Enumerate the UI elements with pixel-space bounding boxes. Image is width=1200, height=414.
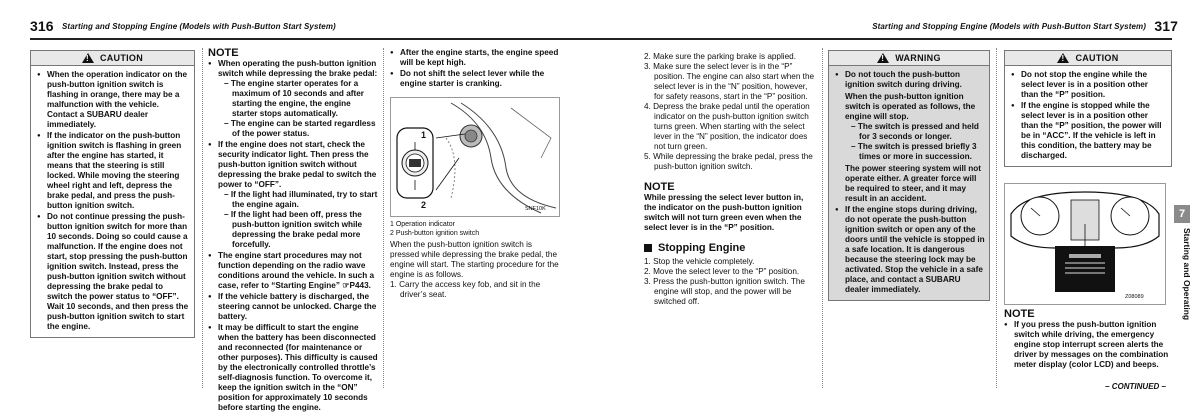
caution-item: ● Do not stop the engine while the select lever is in a position other than the “P” position.: [1011, 70, 1167, 100]
stopping-engine-title: Stopping Engine: [658, 242, 746, 254]
body-paragraph: When the push-button ignition switch is pressed while depressing the brake pedal, the engine will start. The starting procedure for the engine is as follows.: [390, 240, 559, 279]
chapter-tab[interactable]: 7: [1174, 205, 1190, 223]
warning-triangle-icon: !: [82, 53, 94, 63]
left-page: [0, 0, 600, 412]
combination-meter-illustration: [1005, 184, 1165, 304]
warning-triangle-icon: !: [1057, 53, 1069, 63]
column-divider: [202, 48, 203, 388]
right-page: [600, 0, 1200, 402]
note-heading: NOTE: [1004, 308, 1035, 320]
right-page-number: 317: [1154, 18, 1178, 34]
right-header-title: Starting and Stopping Engine (Models with Push-Button Start System): [872, 22, 1146, 31]
caution-item: ● If the indicator on the push-button ignition switch is flashing in green after the engine has started, it means that the steering is still locked. While moving the steering wheel right and left, depress the brake pedal, and press the push-button ignition switch.: [37, 131, 190, 211]
note-item-text: When operating the push-button ignition switch while depressing the brake pedal:: [218, 59, 378, 78]
caution-item: ● Do not continue pressing the push-button ignition switch for more than 10 seconds. Doing so could cause a malfunction. If the engine does not start, stop pressing the push-button ignition switch. Instead, press the push-button ignition switch without depressing the brake pedal to switch the power status to “OFF”. Wait 10 seconds, and then press the push-button ignition switch to start the engine.: [37, 212, 190, 332]
left-column-note: [208, 48, 378, 414]
warning-subitem: – The switch is pressed and held for 3 seconds or longer.: [851, 122, 979, 141]
caution-header: [1005, 51, 1171, 66]
note-heading: NOTE: [644, 181, 675, 193]
warning-box: [828, 50, 990, 301]
figure-caption: [390, 220, 560, 238]
figure-callout-2: 2: [421, 200, 427, 210]
ignition-switch-illustration: [391, 98, 559, 216]
chapter-label: Starting and Operating: [1182, 228, 1192, 321]
continued-label: – CONTINUED –: [1105, 382, 1166, 391]
note-item: ● If the vehicle battery is discharged, the steering cannot be unlocked. Charge the battery.: [208, 292, 378, 322]
right-column-warning: [828, 50, 990, 301]
right-page-header: [872, 18, 1178, 34]
figure-caption-1: 1 Operation indicator: [390, 221, 455, 228]
left-page-header: [30, 18, 336, 34]
note-subitem: – The engine starter operates for a maximum of 10 seconds and after starting the engine, the engine starter stops automatically.: [224, 79, 364, 118]
header-rule: [30, 38, 600, 40]
caution-label: CAUTION: [99, 53, 144, 63]
note-item: ● After the engine starts, the engine speed will be kept high.: [390, 48, 560, 68]
right-column-caution: [1004, 50, 1172, 371]
note-item-text: If the engine does not start, check the security indicator light. Then press the push-button ignition switch without depressing the brake pedal to switch the power to “OFF”.: [218, 140, 377, 189]
note-subitem: – The engine can be started regardless of the power status.: [224, 119, 376, 138]
left-page-number: 316: [30, 18, 54, 34]
note-subitem: – If the light had illuminated, try to start the engine again.: [224, 190, 378, 209]
square-bullet-icon: [644, 244, 652, 252]
section-heading: [644, 243, 816, 253]
procedure-step: 5. While depressing the brake pedal, press the push-button ignition switch.: [644, 152, 813, 171]
note-item: ● It may be difficult to start the engine when the battery has been disconnected and reconnected (for maintenance or other purposes). This difficulty is caused by the electronically controlled throttle’s self-diagnosis function. To overcome it, keep the ignition switch in the “ON” position for approximately 10 seconds before starting the engine.: [208, 323, 378, 413]
procedure-step: 3. Press the push-button ignition switch. The engine will stop, and the power will be switched off.: [644, 277, 805, 306]
note-item: [208, 59, 378, 139]
caution-label: CAUTION: [1075, 53, 1119, 63]
warning-detail: The power steering system will not operate either. A greater force will be required to steer, and it may result in an accident.: [845, 164, 982, 203]
procedure-step: 2. Move the select lever to the “P” position.: [644, 267, 800, 276]
warning-triangle-icon: !: [877, 53, 889, 63]
ignition-figure: [390, 97, 560, 217]
warning-item-text: Do not touch the push-button ignition switch during driving.: [845, 70, 962, 89]
column-divider: [996, 48, 997, 388]
procedure-step: 1. Stop the vehicle completely.: [644, 257, 755, 266]
right-column-steps: [644, 52, 816, 307]
figure-callout-1: 1: [421, 130, 427, 140]
caution-box: [1004, 50, 1172, 167]
column-divider: [383, 48, 384, 388]
procedure-step: 1. Carry the access key fob, and sit in the driver’s seat.: [390, 280, 541, 299]
procedure-step: 3. Make sure the select lever is in the “P” position. The engine can also start when the select lever is in the “N” position, however, for safety reasons, start in the “P” position.: [644, 62, 815, 101]
cluster-figure-id: Z08089: [1125, 294, 1144, 300]
warning-label: WARNING: [895, 53, 941, 63]
column-divider: [822, 48, 823, 388]
note-heading: NOTE: [208, 47, 239, 59]
note-item: ● The engine start procedures may not function depending on the radio wave conditions around the vehicle. In such a case, refer to “Starting Engine” ☞P443.: [208, 251, 378, 291]
left-header-title: Starting and Stopping Engine (Models with Push-Button Start System): [62, 22, 336, 31]
note-text: While pressing the select lever button in, the indicator on the push-button ignition switch will not turn green even when the select lever is in the “P” position.: [644, 193, 804, 232]
note-item: ● If you press the push-button ignition switch while driving, the emergency engine stop interrupt screen alerts the driver by messages on the combination meter display (color LCD) and beeps.: [1004, 320, 1172, 370]
warning-header: [829, 51, 989, 66]
warning-subitem: – The switch is pressed briefly 3 times or more in succession.: [851, 142, 977, 161]
note-subitem: – If the light had been off, press the push-button ignition switch while depressing the brake pedal more forcefully.: [224, 210, 363, 249]
note-item: [208, 140, 378, 250]
left-column-caution: [30, 50, 195, 338]
figure-id: SNF10K: [525, 206, 546, 212]
procedure-step: 4. Depress the brake pedal until the operation indicator on the push-button ignition switch turns green. When starting with the select lever in the “N” position, the indicator does not turn green.: [644, 102, 810, 151]
caution-box: [30, 50, 195, 338]
caution-item: ● If the engine is stopped while the select lever is in a position other than the “P” position, the power will be in “ACC”. If the vehicle is left in this condition, the battery may be discharged.: [1011, 101, 1167, 161]
warning-item: ● If the engine stops during driving, do not operate the push-button ignition switch or open any of the doors until the vehicle is stopped in a safe location. It is dangerous because the steering lock may be activated. Stop the vehicle in a safe place, and contact a SUBARU dealer immediately.: [835, 205, 985, 295]
warning-item: [835, 70, 985, 204]
combination-meter-figure: [1004, 183, 1166, 305]
figure-caption-2: 2 Push-button ignition switch: [390, 230, 480, 237]
note-item: ● Do not shift the select lever while the engine starter is cranking.: [390, 69, 560, 89]
header-rule: [600, 38, 1172, 40]
left-column-three: [390, 48, 560, 300]
procedure-step: 2. Make sure the parking brake is applied.: [644, 52, 797, 61]
warning-detail: When the push-button ignition switch is operated as follows, the engine will stop.: [845, 92, 976, 121]
caution-item: ● When the operation indicator on the push-button ignition switch is flashing in orange, there may be a malfunction with the vehicle. Contact a SUBARU dealer immediately.: [37, 70, 190, 130]
caution-header: [31, 51, 194, 66]
